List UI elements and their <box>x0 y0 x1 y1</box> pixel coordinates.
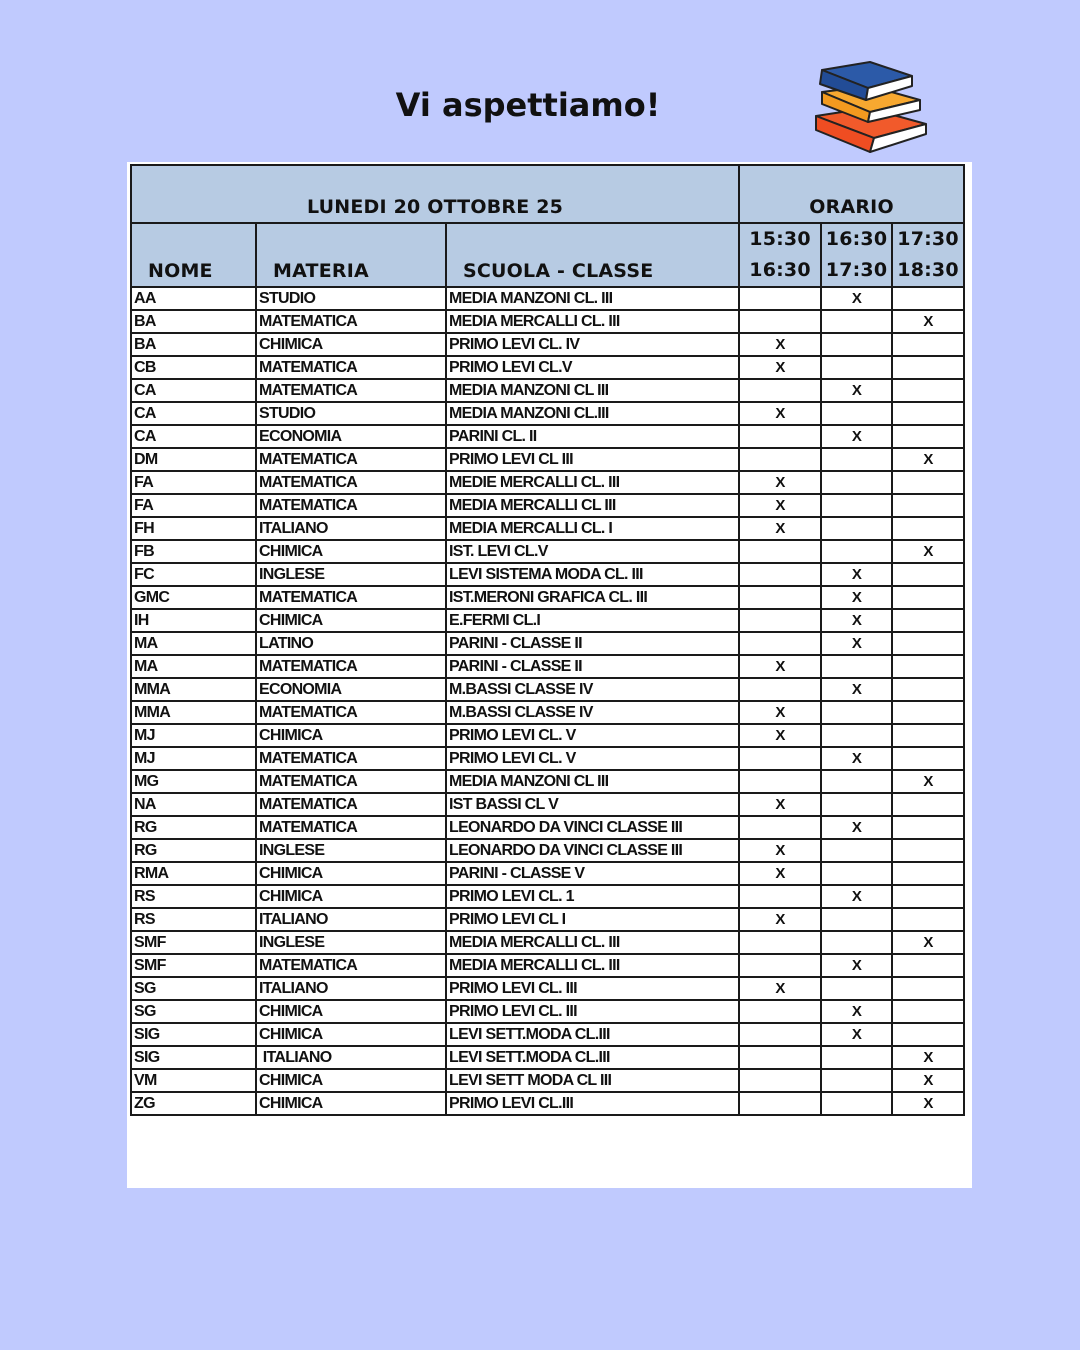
slot-2-mark: X <box>821 379 892 402</box>
school-cell: MEDIA MERCALLI CL. I <box>446 517 739 540</box>
slot-1-mark: X <box>739 701 821 724</box>
slot-1-mark <box>739 310 821 333</box>
name-cell: RG <box>131 839 256 862</box>
slot-2-mark <box>821 724 892 747</box>
slot-3-mark: X <box>892 448 964 471</box>
school-cell: E.FERMI CL.I <box>446 609 739 632</box>
slot-2-mark: X <box>821 1023 892 1046</box>
name-cell: MMA <box>131 701 256 724</box>
slot-3-mark <box>892 586 964 609</box>
table-row <box>131 655 964 678</box>
column-header-subject: MATERIA <box>256 223 446 287</box>
slot-1-mark: X <box>739 356 821 379</box>
name-cell: RS <box>131 885 256 908</box>
name-cell: BA <box>131 333 256 356</box>
slot-2-mark <box>821 701 892 724</box>
name-cell: CA <box>131 379 256 402</box>
subject-cell: ITALIANO <box>256 1046 446 1069</box>
slot-2-mark <box>821 977 892 1000</box>
subject-cell: INGLESE <box>256 563 446 586</box>
name-cell: CA <box>131 402 256 425</box>
table-row <box>131 1023 964 1046</box>
slot-3-mark: X <box>892 1046 964 1069</box>
slot-3-mark <box>892 1023 964 1046</box>
name-cell: SMF <box>131 931 256 954</box>
slot-2-mark: X <box>821 563 892 586</box>
slot-1-mark <box>739 448 821 471</box>
slot-1-mark <box>739 540 821 563</box>
column-header-slot-3 <box>892 223 964 287</box>
subject-cell: MATEMATICA <box>256 356 446 379</box>
school-cell: PRIMO LEVI CL. V <box>446 747 739 770</box>
name-cell: FH <box>131 517 256 540</box>
name-cell: CA <box>131 425 256 448</box>
subject-cell: LATINO <box>256 632 446 655</box>
school-cell: PRIMO LEVI CL.III <box>446 1092 739 1115</box>
subject-cell: CHIMICA <box>256 862 446 885</box>
table-row <box>131 1092 964 1115</box>
name-cell: NA <box>131 793 256 816</box>
slot-2-mark <box>821 1046 892 1069</box>
schedule-body <box>131 287 964 1115</box>
table-row <box>131 402 964 425</box>
table-row <box>131 1046 964 1069</box>
table-row <box>131 724 964 747</box>
subject-cell: CHIMICA <box>256 885 446 908</box>
column-header-school: SCUOLA - CLASSE <box>446 223 739 287</box>
slot-3-mark: X <box>892 931 964 954</box>
slot-3-mark: X <box>892 1069 964 1092</box>
name-cell: FA <box>131 494 256 517</box>
subject-cell: STUDIO <box>256 402 446 425</box>
name-cell: RMA <box>131 862 256 885</box>
slot-2-mark <box>821 402 892 425</box>
subject-cell: MATEMATICA <box>256 770 446 793</box>
slot-2-mark <box>821 1069 892 1092</box>
slot-1-mark: X <box>739 655 821 678</box>
slot-3-mark <box>892 356 964 379</box>
subject-cell: MATEMATICA <box>256 655 446 678</box>
slot-2-mark <box>821 655 892 678</box>
table-row <box>131 517 964 540</box>
slot-2-mark: X <box>821 816 892 839</box>
school-cell: MEDIA MERCALLI CL. III <box>446 310 739 333</box>
slot-2-mark <box>821 517 892 540</box>
school-cell: MEDIE MERCALLI CL. III <box>446 471 739 494</box>
slot-2-mark: X <box>821 609 892 632</box>
table-row <box>131 793 964 816</box>
slot-3-mark <box>892 655 964 678</box>
subject-cell: STUDIO <box>256 287 446 310</box>
school-cell: LEVI SETT.MODA CL.III <box>446 1023 739 1046</box>
slot-2-mark: X <box>821 287 892 310</box>
table-row <box>131 747 964 770</box>
slot-2-mark: X <box>821 678 892 701</box>
school-cell: PRIMO LEVI CL. III <box>446 1000 739 1023</box>
subject-cell: INGLESE <box>256 839 446 862</box>
slot-1-mark: X <box>739 494 821 517</box>
name-cell: FA <box>131 471 256 494</box>
slot-start: 17:30 <box>897 228 959 250</box>
slot-1-mark: X <box>739 333 821 356</box>
name-cell: RG <box>131 816 256 839</box>
slot-1-mark: X <box>739 517 821 540</box>
column-header-slot-2 <box>821 223 892 287</box>
slot-1-mark <box>739 287 821 310</box>
school-cell: MEDIA MANZONI CL III <box>446 770 739 793</box>
subject-cell: CHIMICA <box>256 1092 446 1115</box>
school-cell: PARINI - CLASSE II <box>446 632 739 655</box>
slot-1-mark <box>739 816 821 839</box>
slot-1-mark: X <box>739 793 821 816</box>
slot-2-mark <box>821 931 892 954</box>
slot-2-mark <box>821 540 892 563</box>
slot-3-mark <box>892 793 964 816</box>
slot-2-mark: X <box>821 586 892 609</box>
school-cell: IST.MERONI GRAFICA CL. III <box>446 586 739 609</box>
slot-start: 16:30 <box>825 228 888 250</box>
slot-3-mark: X <box>892 1092 964 1115</box>
subject-cell: MATEMATICA <box>256 448 446 471</box>
name-cell: GMC <box>131 586 256 609</box>
subject-cell: CHIMICA <box>256 724 446 747</box>
books-stack-icon <box>808 58 933 158</box>
name-cell: MA <box>131 632 256 655</box>
slot-3-mark <box>892 471 964 494</box>
table-row <box>131 333 964 356</box>
column-header-slot-1 <box>739 223 821 287</box>
slot-1-mark <box>739 632 821 655</box>
slot-2-mark <box>821 770 892 793</box>
subject-cell: CHIMICA <box>256 1000 446 1023</box>
table-row <box>131 816 964 839</box>
school-cell: PRIMO LEVI CL. V <box>446 724 739 747</box>
slot-1-mark <box>739 885 821 908</box>
school-cell: M.BASSI CLASSE IV <box>446 701 739 724</box>
table-row <box>131 563 964 586</box>
table-row <box>131 1000 964 1023</box>
table-row <box>131 425 964 448</box>
slot-1-mark <box>739 931 821 954</box>
name-cell: MA <box>131 655 256 678</box>
subject-cell: MATEMATICA <box>256 494 446 517</box>
slot-end: 16:30 <box>749 259 811 281</box>
slot-1-mark: X <box>739 839 821 862</box>
name-cell: CB <box>131 356 256 379</box>
name-cell: FB <box>131 540 256 563</box>
school-cell: PRIMO LEVI CL III <box>446 448 739 471</box>
table-row <box>131 310 964 333</box>
slot-3-mark <box>892 678 964 701</box>
name-cell: ZG <box>131 1092 256 1115</box>
subject-cell: MATEMATICA <box>256 586 446 609</box>
table-row <box>131 862 964 885</box>
name-cell: MG <box>131 770 256 793</box>
slot-3-mark <box>892 379 964 402</box>
table-row <box>131 954 964 977</box>
school-cell: MEDIA MERCALLI CL III <box>446 494 739 517</box>
table-row <box>131 356 964 379</box>
subject-cell: ITALIANO <box>256 977 446 1000</box>
subject-cell: INGLESE <box>256 931 446 954</box>
subject-cell: CHIMICA <box>256 1069 446 1092</box>
slot-3-mark <box>892 816 964 839</box>
slot-3-mark <box>892 701 964 724</box>
time-header: ORARIO <box>739 165 964 223</box>
subject-cell: ITALIANO <box>256 908 446 931</box>
slot-3-mark <box>892 977 964 1000</box>
slot-3-mark <box>892 1000 964 1023</box>
table-row <box>131 977 964 1000</box>
name-cell: MJ <box>131 724 256 747</box>
slot-1-mark <box>739 1069 821 1092</box>
slot-1-mark <box>739 379 821 402</box>
slot-3-mark <box>892 402 964 425</box>
name-cell: VM <box>131 1069 256 1092</box>
slot-1-mark <box>739 425 821 448</box>
table-row <box>131 701 964 724</box>
slot-1-mark <box>739 586 821 609</box>
subject-cell: CHIMICA <box>256 1023 446 1046</box>
slot-3-mark <box>892 885 964 908</box>
slot-3-mark <box>892 724 964 747</box>
table-row <box>131 471 964 494</box>
slot-1-mark <box>739 1092 821 1115</box>
slot-1-mark: X <box>739 862 821 885</box>
school-cell: PARINI - CLASSE II <box>446 655 739 678</box>
slot-1-mark: X <box>739 977 821 1000</box>
school-cell: PRIMO LEVI CL. IV <box>446 333 739 356</box>
slot-2-mark: X <box>821 885 892 908</box>
slot-2-mark: X <box>821 632 892 655</box>
school-cell: M.BASSI CLASSE IV <box>446 678 739 701</box>
school-cell: MEDIA MERCALLI CL. III <box>446 931 739 954</box>
subject-cell: CHIMICA <box>256 609 446 632</box>
school-cell: PRIMO LEVI CL. 1 <box>446 885 739 908</box>
table-row <box>131 586 964 609</box>
slot-3-mark <box>892 862 964 885</box>
school-cell: LEONARDO DA VINCI CLASSE III <box>446 839 739 862</box>
slot-3-mark <box>892 287 964 310</box>
school-cell: LEVI SETT.MODA CL.III <box>446 1046 739 1069</box>
schedule-sheet <box>127 162 972 1188</box>
name-cell: FC <box>131 563 256 586</box>
slot-end: 17:30 <box>825 259 888 281</box>
name-cell: MJ <box>131 747 256 770</box>
school-cell: LEVI SISTEMA MODA CL. III <box>446 563 739 586</box>
slot-1-mark <box>739 747 821 770</box>
school-cell: MEDIA MANZONI CL. III <box>446 287 739 310</box>
subject-cell: MATEMATICA <box>256 793 446 816</box>
name-cell: MMA <box>131 678 256 701</box>
slot-2-mark <box>821 793 892 816</box>
slot-3-mark: X <box>892 770 964 793</box>
table-row <box>131 494 964 517</box>
table-row <box>131 632 964 655</box>
name-cell: SIG <box>131 1023 256 1046</box>
table-row <box>131 678 964 701</box>
school-cell: MEDIA MERCALLI CL. III <box>446 954 739 977</box>
slot-1-mark <box>739 1000 821 1023</box>
slot-1-mark: X <box>739 908 821 931</box>
school-cell: PARINI - CLASSE V <box>446 862 739 885</box>
slot-3-mark <box>892 747 964 770</box>
school-cell: MEDIA MANZONI CL III <box>446 379 739 402</box>
subject-cell: MATEMATICA <box>256 379 446 402</box>
slot-1-mark <box>739 954 821 977</box>
slot-2-mark <box>821 494 892 517</box>
subject-cell: CHIMICA <box>256 333 446 356</box>
slot-1-mark: X <box>739 471 821 494</box>
slot-3-mark <box>892 517 964 540</box>
table-row <box>131 287 964 310</box>
slot-2-mark <box>821 356 892 379</box>
table-row <box>131 379 964 402</box>
slot-3-mark <box>892 609 964 632</box>
subject-cell: MATEMATICA <box>256 701 446 724</box>
slot-3-mark: X <box>892 540 964 563</box>
school-cell: PARINI CL. II <box>446 425 739 448</box>
school-cell: IST BASSI CL V <box>446 793 739 816</box>
column-header-name: NOME <box>131 223 256 287</box>
subject-cell: MATEMATICA <box>256 816 446 839</box>
school-cell: PRIMO LEVI CL I <box>446 908 739 931</box>
school-cell: PRIMO LEVI CL.V <box>446 356 739 379</box>
table-row <box>131 839 964 862</box>
slot-3-mark <box>892 632 964 655</box>
slot-2-mark <box>821 839 892 862</box>
table-row <box>131 609 964 632</box>
name-cell: SG <box>131 977 256 1000</box>
slot-2-mark: X <box>821 954 892 977</box>
slot-2-mark: X <box>821 747 892 770</box>
name-cell: IH <box>131 609 256 632</box>
school-cell: LEVI SETT MODA CL III <box>446 1069 739 1092</box>
slot-2-mark <box>821 448 892 471</box>
table-row <box>131 908 964 931</box>
slot-1-mark <box>739 1046 821 1069</box>
school-cell: IST. LEVI CL.V <box>446 540 739 563</box>
school-cell: LEONARDO DA VINCI CLASSE III <box>446 816 739 839</box>
slot-2-mark <box>821 310 892 333</box>
table-row <box>131 1069 964 1092</box>
slot-2-mark <box>821 1092 892 1115</box>
slot-3-mark: X <box>892 310 964 333</box>
slot-2-mark: X <box>821 1000 892 1023</box>
subject-cell: ECONOMIA <box>256 425 446 448</box>
table-row <box>131 885 964 908</box>
slot-3-mark <box>892 333 964 356</box>
slot-2-mark <box>821 471 892 494</box>
table-row <box>131 448 964 471</box>
slot-3-mark <box>892 494 964 517</box>
slot-1-mark <box>739 1023 821 1046</box>
slot-end: 18:30 <box>897 259 959 281</box>
subject-cell: MATEMATICA <box>256 747 446 770</box>
name-cell: RS <box>131 908 256 931</box>
page-title: Vi aspettiamo! <box>395 86 661 124</box>
name-cell: AA <box>131 287 256 310</box>
subject-cell: ITALIANO <box>256 517 446 540</box>
name-cell: DM <box>131 448 256 471</box>
slot-1-mark <box>739 678 821 701</box>
slot-2-mark <box>821 862 892 885</box>
table-row <box>131 540 964 563</box>
subject-cell: MATEMATICA <box>256 471 446 494</box>
slot-2-mark: X <box>821 425 892 448</box>
name-cell: BA <box>131 310 256 333</box>
subject-cell: MATEMATICA <box>256 310 446 333</box>
slot-1-mark: X <box>739 402 821 425</box>
slot-1-mark: X <box>739 724 821 747</box>
slot-3-mark <box>892 839 964 862</box>
slot-start: 15:30 <box>749 228 811 250</box>
name-cell: SMF <box>131 954 256 977</box>
table-row <box>131 770 964 793</box>
slot-2-mark <box>821 908 892 931</box>
name-cell: SG <box>131 1000 256 1023</box>
subject-cell: CHIMICA <box>256 540 446 563</box>
table-row <box>131 931 964 954</box>
slot-3-mark <box>892 563 964 586</box>
slot-3-mark <box>892 954 964 977</box>
schedule-table <box>130 164 965 1116</box>
slot-2-mark <box>821 333 892 356</box>
slot-3-mark <box>892 908 964 931</box>
slot-1-mark <box>739 563 821 586</box>
school-cell: PRIMO LEVI CL. III <box>446 977 739 1000</box>
school-cell: MEDIA MANZONI CL.III <box>446 402 739 425</box>
name-cell: SIG <box>131 1046 256 1069</box>
date-header: LUNEDI 20 OTTOBRE 25 <box>131 165 739 223</box>
subject-cell: ECONOMIA <box>256 678 446 701</box>
slot-3-mark <box>892 425 964 448</box>
slot-1-mark <box>739 609 821 632</box>
subject-cell: MATEMATICA <box>256 954 446 977</box>
slot-1-mark <box>739 770 821 793</box>
